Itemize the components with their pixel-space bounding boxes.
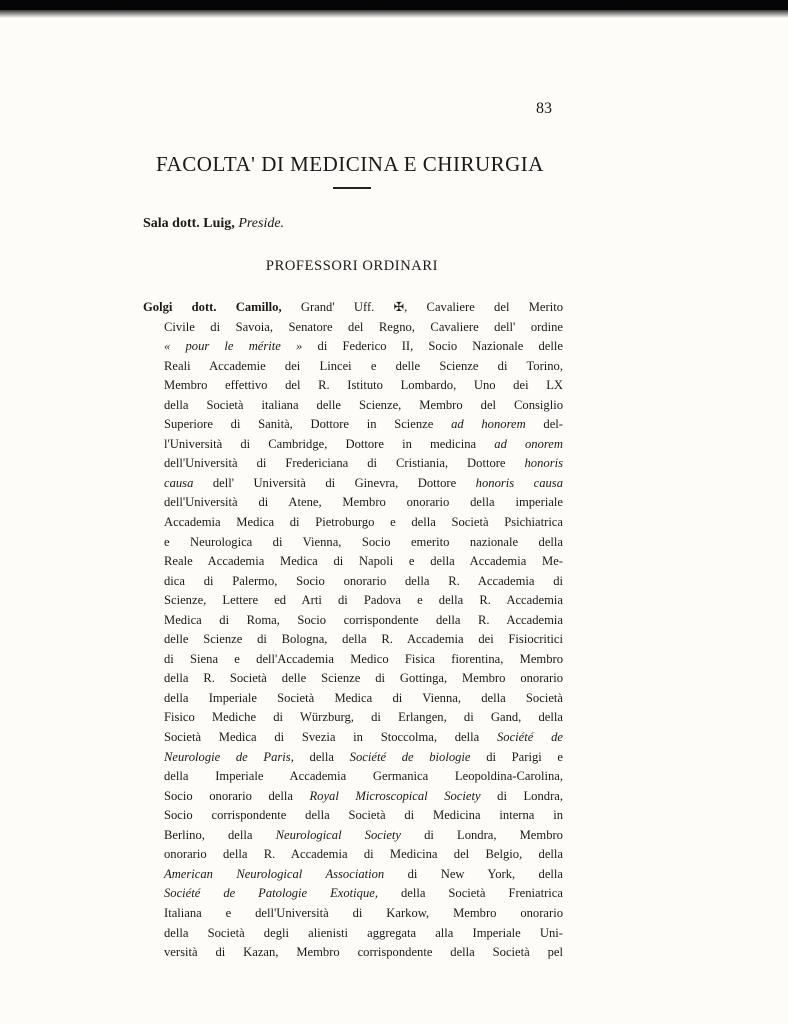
italic-text: American Neurological Association [164,866,385,881]
entry-line [143,748,563,768]
page-number: 83 [536,100,552,117]
text-segment: dica di Palermo, Socio onorario della R. Accademia di [164,573,563,588]
text-segment: dell'Università di Fredericiana di Cristiania, Dottore [164,456,525,471]
text-segment: Medica di Roma, Socio corrispondente della R. Accademia [164,612,563,627]
italic-text: Société de Patologie Exotique, [164,886,379,901]
text-segment: Membro effettivo del R. Istituto Lombardo, Uno dei LX [164,378,563,393]
italic-text: honoris [524,456,563,471]
entry-line [143,513,563,533]
professor-entry [143,298,563,963]
text-segment: Grand' Uff. ✠, Cavaliere del Merito [300,300,563,314]
entry-line [143,728,563,748]
text-segment: Berlino, della [164,827,276,842]
entry-line [143,552,563,572]
text-segment: di Siena e dell'Accademia Medico Fisica fiorentina, Membro [164,651,563,666]
text-segment: della Società italiana delle Scienze, Membro del Consiglio [164,397,563,412]
entry-line [143,533,563,553]
text-segment: del- [525,417,563,432]
title-divider [333,187,371,189]
entry-line [143,357,563,377]
professors-heading: PROFESSORI ORDINARI [265,258,439,274]
italic-text: ad onorem [494,436,563,451]
entry-line [143,650,563,670]
italic-text: Royal Microscopical Society [309,788,481,803]
italic-text: honoris causa [475,475,563,490]
text-segment: Scienze, Lettere ed Arti di Padova e della R. Accademia [164,593,563,608]
dean-line [143,216,284,232]
scan-top-shadow [0,10,788,18]
text-segment: dell'Università di Atene, Membro onorario della imperiale [164,495,563,510]
entry-line [143,474,563,494]
text-segment: versità di Kazan, Membro corrispondente della Società pel [164,945,563,960]
section-title: FACOLTA' DI MEDICINA E CHIRURGIA [156,152,544,176]
entry-line [143,924,563,944]
entry-line [143,689,563,709]
text-segment: delle Scienze di Bologna, della R. Accademia dei Fisiocritici [164,632,563,647]
entry-line [143,669,563,689]
entry-line [143,611,563,631]
entry-line [143,396,563,416]
text-segment: e Neurologica di Vienna, Socio emerito nazionale della [164,534,563,549]
entry-line [143,435,563,455]
text-segment: dell' Università di Ginevra, Dottore [193,475,476,490]
entry-line [143,630,563,650]
entry-line [143,826,563,846]
text-segment: Italiana e dell'Università di Karkow, Membro onorario [164,905,563,920]
entry-line [143,376,563,396]
text-segment: della Società Freniatrica [378,886,563,901]
entry-line [143,298,563,318]
text-segment: della Imperiale Società Medica di Vienna, della Società [164,690,563,705]
entry-line [143,884,563,904]
italic-text: Société de biologie [349,749,471,764]
entry-line [143,708,563,728]
entry-line [143,943,563,963]
text-segment: della R. Società delle Scienze di Gottinga, Membro onorario [164,671,563,686]
entry-line [143,767,563,787]
text-segment: l'Università di Cambridge, Dottore in medicina [164,436,495,451]
text-segment: di Parigi e [470,749,563,764]
entry-line [143,337,563,357]
text-segment: Reali Accademie dei Lincei e delle Scienze di Torino, [164,358,563,373]
italic-text: Société de [496,730,563,745]
text-segment: Socio onorario della [164,788,310,803]
entry-line [143,591,563,611]
dean-name: Sala dott. Luig, [143,216,235,231]
entry-line [143,904,563,924]
scan-top-edge [0,0,788,10]
entry-line [143,806,563,826]
text-segment: di New York, della [384,866,563,881]
italic-text: ad honorem [451,417,526,432]
entry-line [143,787,563,807]
text-segment: Società Medica di Svezia in Stoccolma, della [164,730,497,745]
italic-text: Neurologie de Paris, [164,749,294,764]
text-segment: Reale Accademia Medica di Napoli e della Accademia Me- [164,554,563,569]
text-segment: Socio corrispondente della Società di Medicina interna in [164,808,563,823]
text-segment: della Imperiale Accademia Germanica Leopoldina-Carolina, [164,769,563,784]
italic-text: Neurological Society [275,827,402,842]
italic-text: « pour le mérite » [164,339,303,354]
entry-line [143,845,563,865]
entry-line [143,415,563,435]
text-segment: della Società degli alienisti aggregata alla Imperiale Uni- [164,925,563,940]
entry-line [143,454,563,474]
italic-text: causa [164,475,194,490]
entry-line [143,865,563,885]
entry-line [143,493,563,513]
text-segment: onorario della R. Accademia di Medicina del Belgio, della [164,847,563,862]
entry-line [143,572,563,592]
text-segment: della [293,749,350,764]
text-segment: di Londra, Membro [401,827,563,842]
dean-role: Preside. [238,216,285,231]
entry-line [143,318,563,338]
professor-name: Golgi dott. Camillo, [143,300,301,314]
text-segment: Fisico Mediche di Würzburg, di Erlangen, di Gand, della [164,710,563,725]
text-segment: Superiore di Sanità, Dottore in Scienze [164,417,452,432]
text-segment: di Londra, [480,788,564,803]
text-segment: Accademia Medica di Pietroburgo e della Società Psichiatrica [164,515,563,530]
text-segment: Civile di Savoia, Senatore del Regno, Cavaliere dell' ordine [164,319,563,334]
text-segment: di Federico II, Socio Nazionale delle [302,339,563,354]
